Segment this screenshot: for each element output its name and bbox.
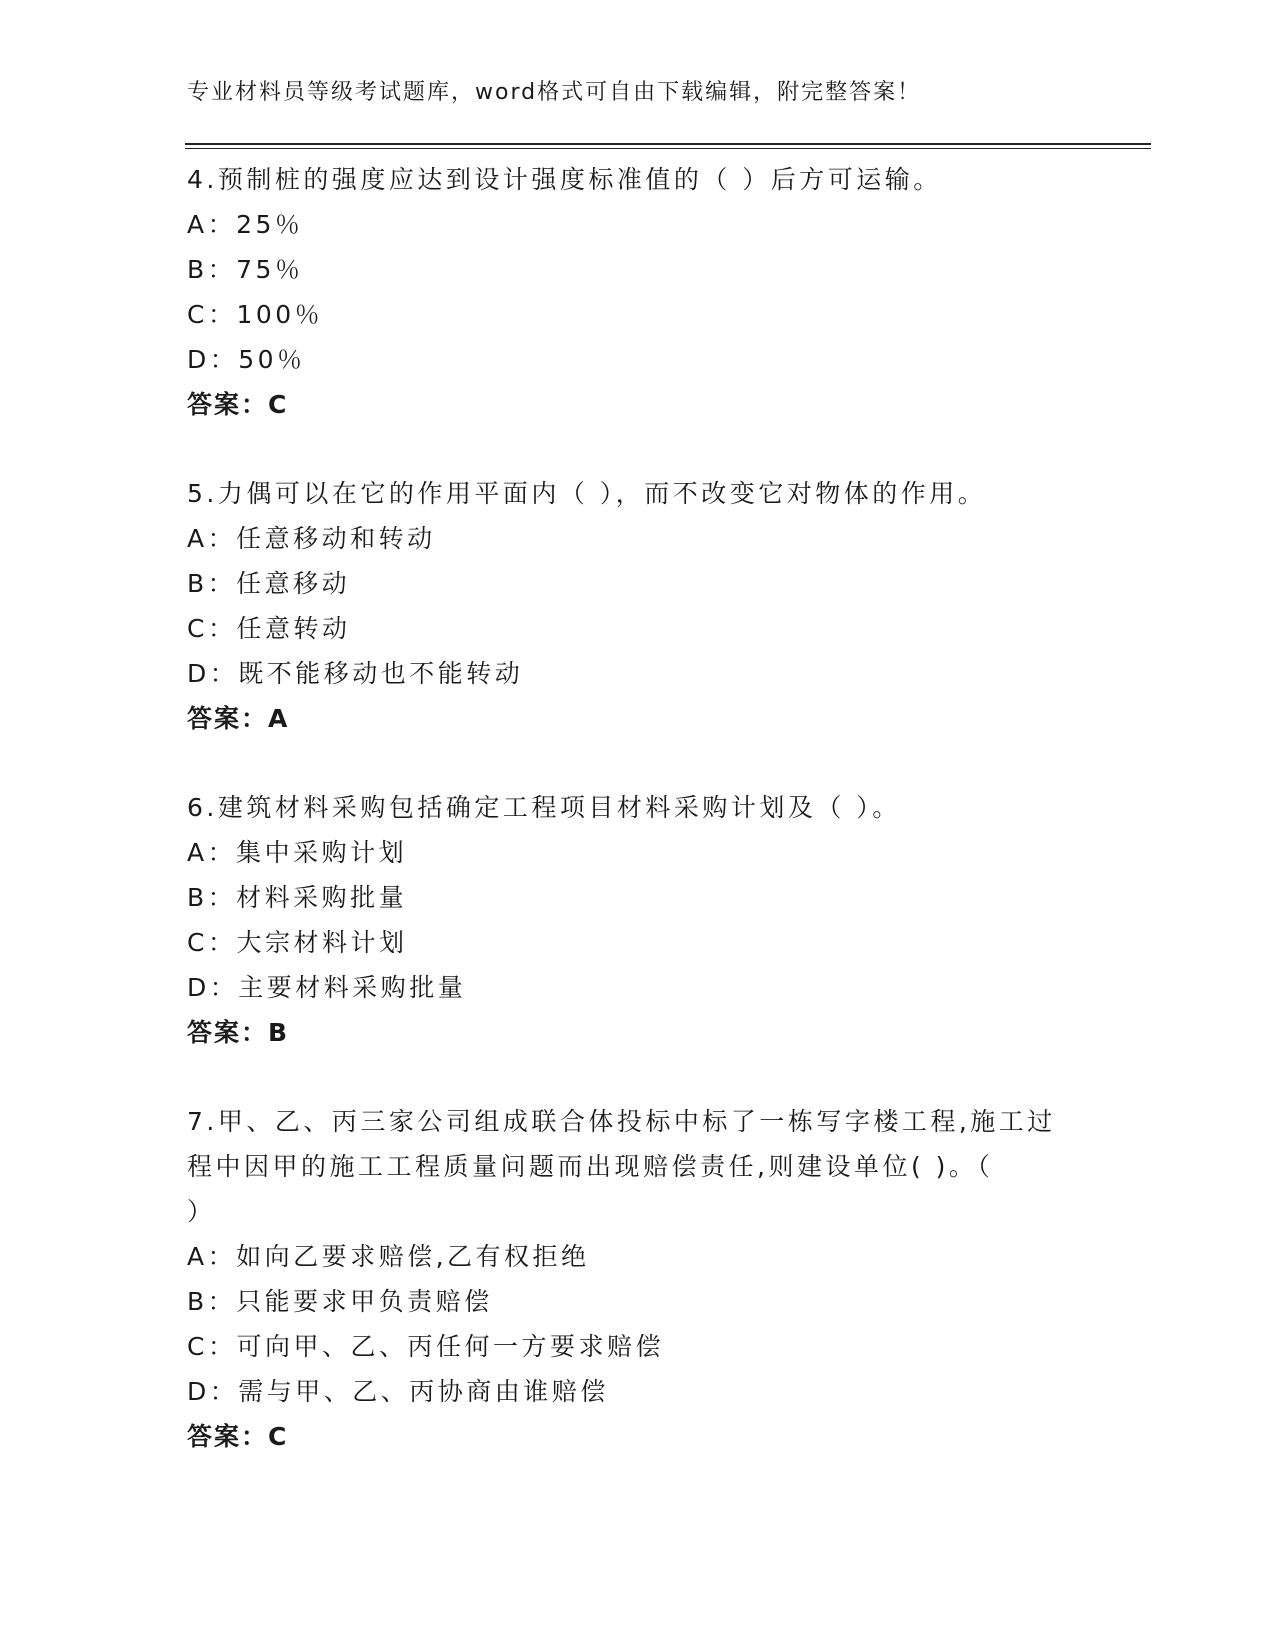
answer: 答案：A <box>187 704 290 733</box>
option-b: B：只能要求甲负责赔偿 <box>187 1287 493 1316</box>
option-d: D：主要材料采购批量 <box>187 973 467 1002</box>
option-c: C：大宗材料计划 <box>187 928 408 957</box>
option-b: B：任意移动 <box>187 569 351 598</box>
option-c: C：100％ <box>187 300 324 329</box>
question-stem-line-3: ） <box>187 1197 216 1226</box>
option-a: A：如向乙要求赔偿,乙有权拒绝 <box>187 1242 590 1271</box>
option-b: B：材料采购批量 <box>187 883 408 912</box>
header-rule-thin <box>185 148 1151 149</box>
question-stem: 4.预制桩的强度应达到设计强度标准值的（ ）后方可运输。 <box>187 165 942 194</box>
answer: 答案：C <box>187 1422 289 1451</box>
option-a: A：任意移动和转动 <box>187 524 436 553</box>
option-c: C：任意转动 <box>187 614 351 643</box>
question-stem: 6.建筑材料采购包括确定工程项目材料采购计划及（ ）。 <box>187 793 901 822</box>
page-header: 专业材料员等级考试题库，word格式可自由下载编辑，附完整答案！ <box>187 80 922 105</box>
question-list <box>187 157 1107 1503</box>
answer: 答案：B <box>187 1018 290 1047</box>
option-d: D：50％ <box>187 345 306 374</box>
question-4 <box>187 157 1107 427</box>
question-6 <box>187 785 1107 1055</box>
question-stem-line-2: 程中因甲的施工工程质量问题而出现赔偿责任,则建设单位( )。（ <box>187 1152 994 1181</box>
question-stem: 5.力偶可以在它的作用平面内（ ），而不改变它对物体的作用。 <box>187 479 987 508</box>
question-stem-line-1: 7.甲、乙、丙三家公司组成联合体投标中标了一栋写字楼工程,施工过 <box>187 1107 1056 1136</box>
option-a: A：25％ <box>187 210 304 239</box>
option-b: B：75％ <box>187 255 304 284</box>
option-c: C：可向甲、乙、丙任何一方要求赔偿 <box>187 1332 664 1361</box>
answer: 答案：C <box>187 390 289 419</box>
option-a: A：集中采购计划 <box>187 838 408 867</box>
question-5 <box>187 471 1107 741</box>
header-rule-thick <box>185 143 1151 145</box>
option-d: D：需与甲、乙、丙协商由谁赔偿 <box>187 1377 609 1406</box>
question-7 <box>187 1099 1107 1459</box>
option-d: D：既不能移动也不能转动 <box>187 659 524 688</box>
